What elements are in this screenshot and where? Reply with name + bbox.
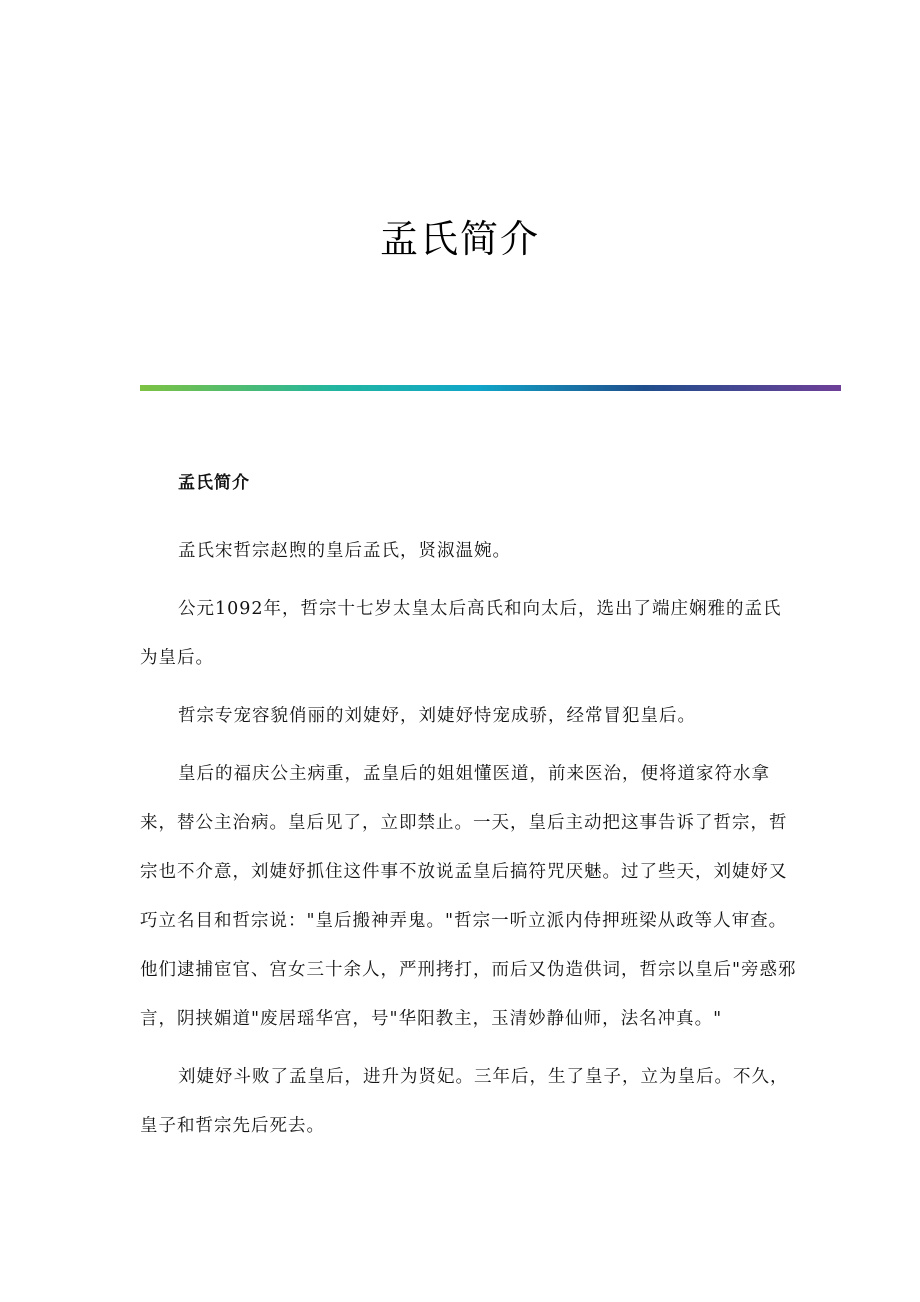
- document-title: 孟氏简介: [379, 217, 540, 261]
- paragraph-aftermath: 刘婕妤斗败了孟皇后，进升为贤妃。三年后，生了皇子，立为皇后。不久，皇子和哲宗先后死去。: [140, 1067, 789, 1136]
- paragraph-favorite: 哲宗专宠容貌俏丽的刘婕妤，刘婕妤恃宠成骄，经常冒犯皇后。: [178, 706, 696, 726]
- title-divider: [140, 385, 841, 391]
- section-heading: 孟氏简介: [178, 473, 250, 493]
- document-body: [140, 466, 800, 1160]
- paragraph-deposition: 皇后的福庆公主病重，孟皇后的姐姐懂医道，前来医治，便将道家符水拿来，替公主治病。皇后见了，立即禁止。一天，皇后主动把这事告诉了哲宗，哲宗也不介意，刘婕妤抓住这件事不放说孟皇后搞符咒厌魅。过了些天，刘婕妤又巧立名目和哲宗说："皇后搬神弄鬼。"哲宗一听立派内侍押班梁从政等人审查。他们逮捕宦官、宫女三十余人，严刑拷打，而后又伪造供词，哲宗以皇后"旁惑邪言，阴挟媚道"废居瑶华宫，号"华阳教主，玉清妙静仙师，法名冲真。": [140, 764, 797, 1029]
- paragraph-intro: 孟氏宋哲宗赵煦的皇后孟氏，贤淑温婉。: [178, 541, 511, 561]
- paragraph-selection: 公元1092年，哲宗十七岁太皇太后高氏和向太后，选出了端庄娴雅的孟氏为皇后。: [140, 599, 782, 668]
